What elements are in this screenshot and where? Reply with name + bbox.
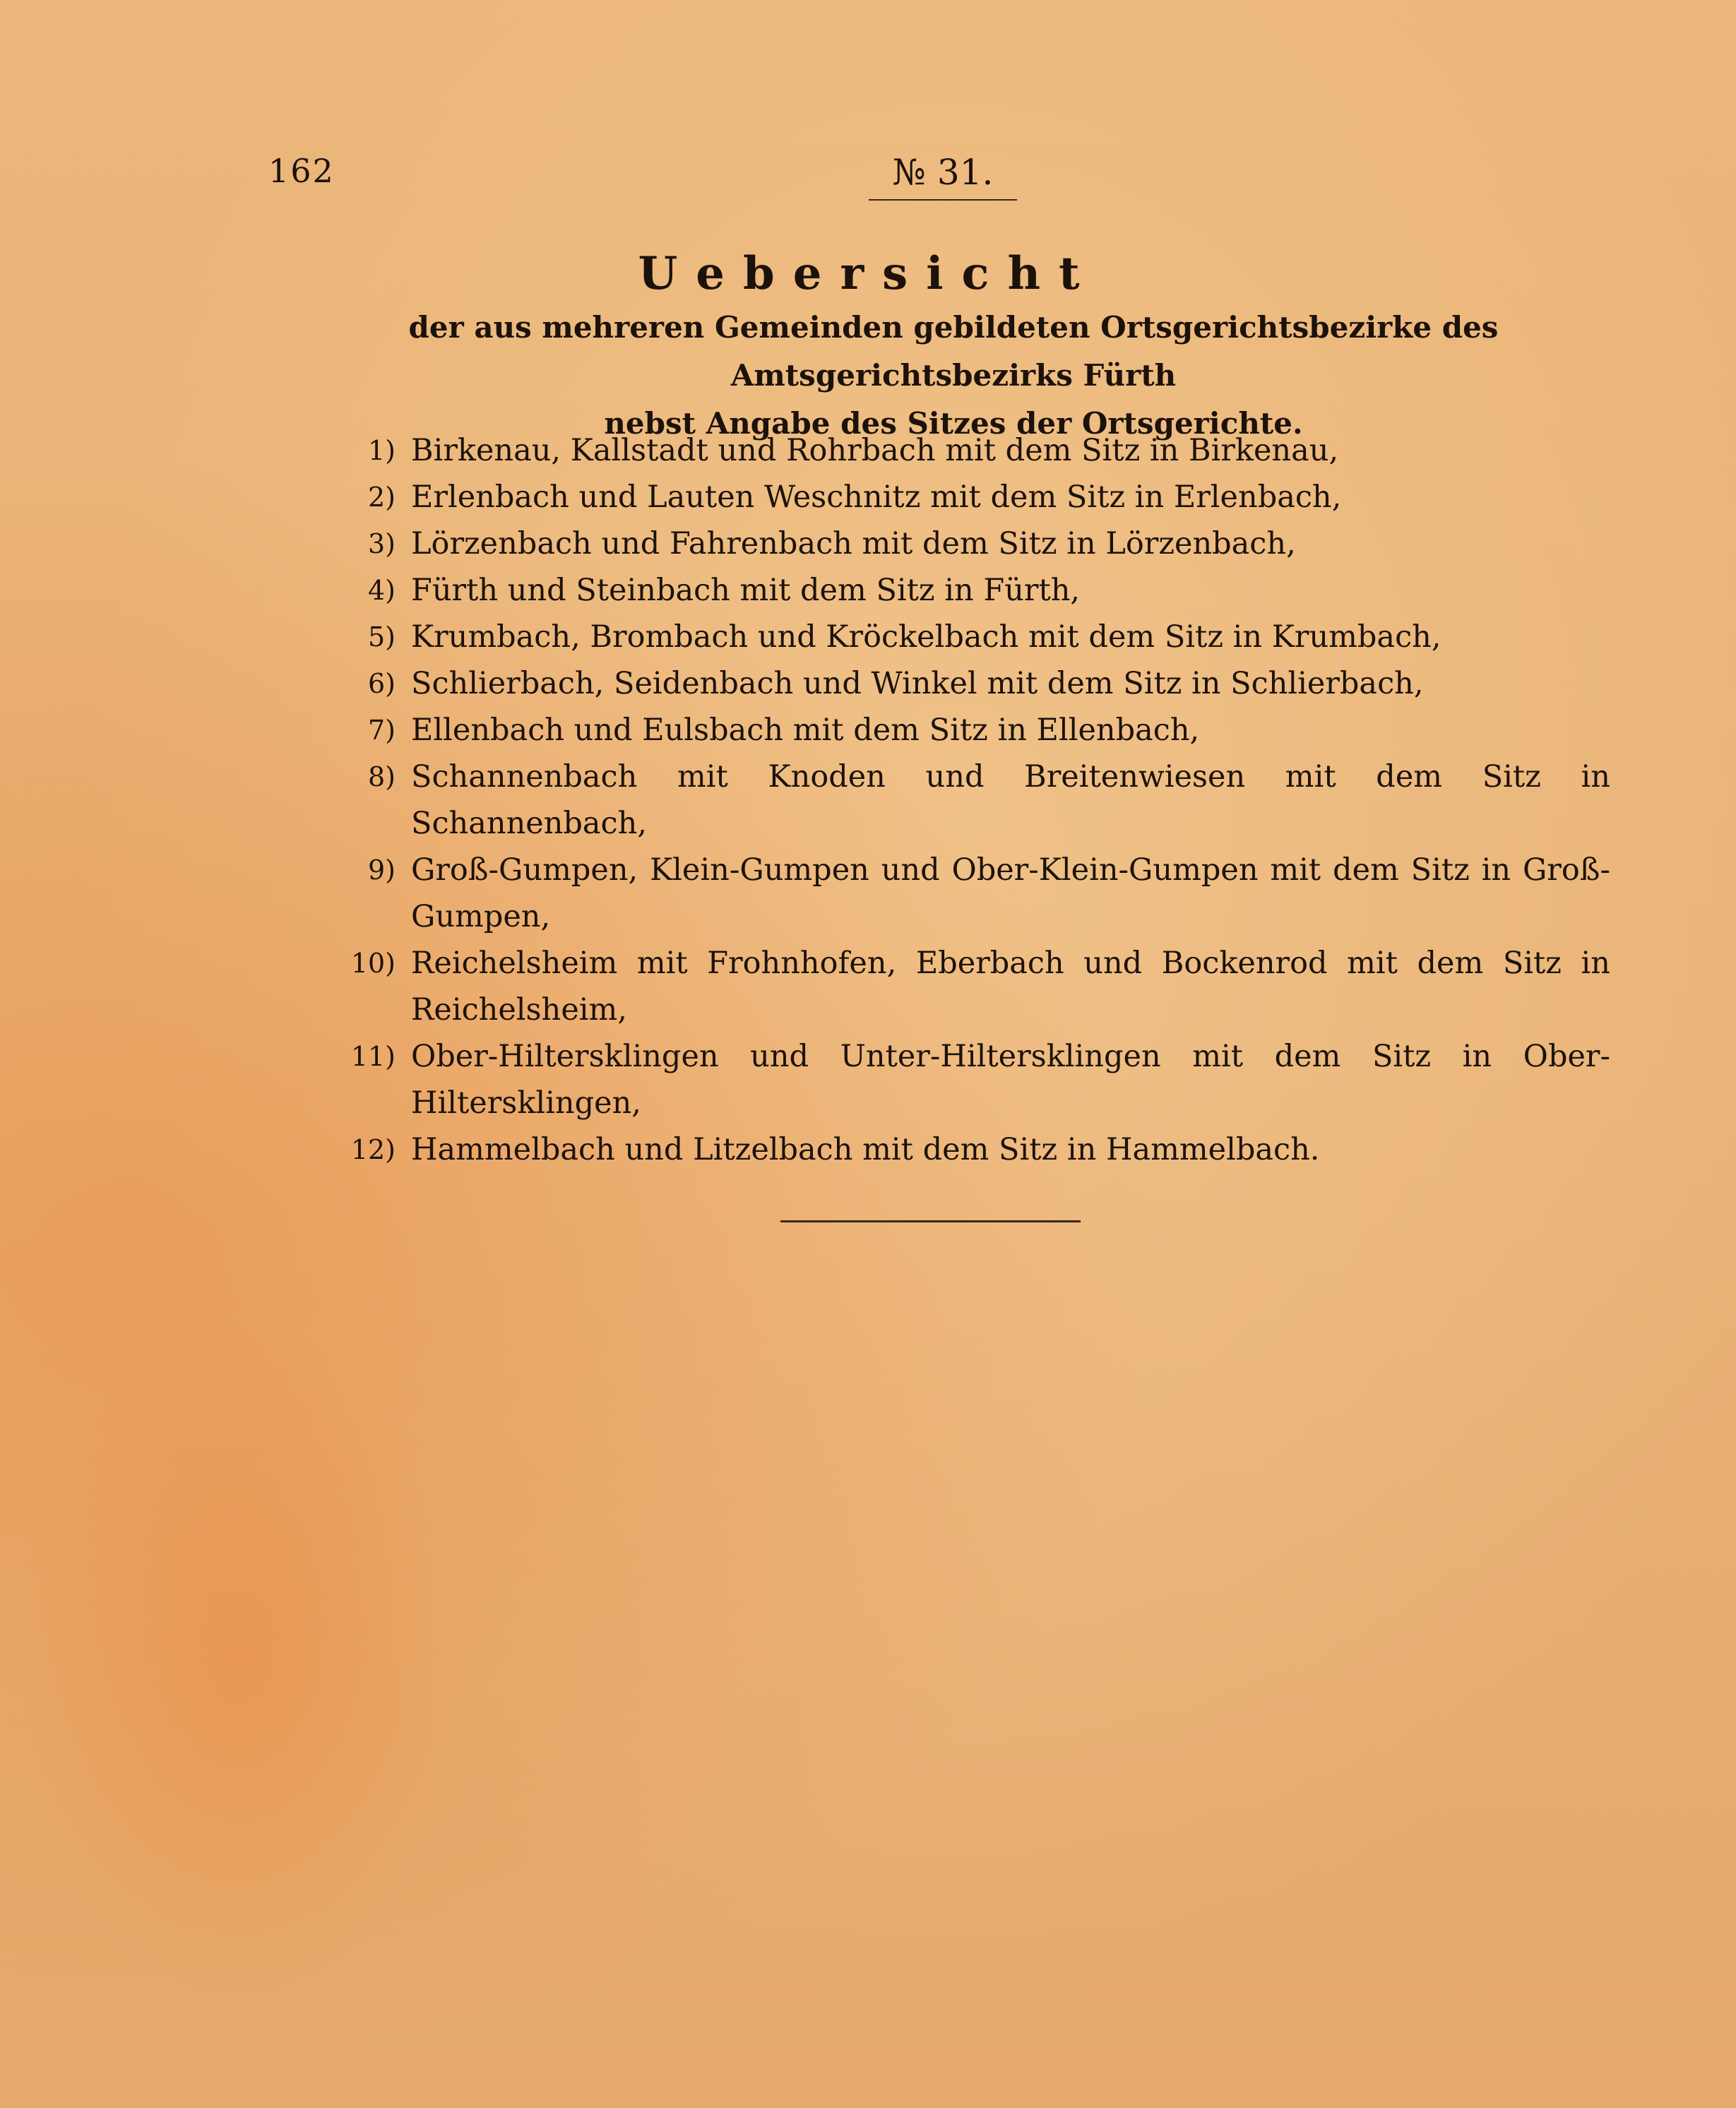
subtitle-line: der aus mehreren Gemeinden gebildeten Ortsgerichtsbezirke des Amtsgerichtsbezirks Fürth (408, 310, 1499, 393)
list-item (325, 1033, 1610, 1126)
list-item (325, 474, 1610, 520)
list-item-text: Ober-Hiltersklingen und Unter-Hiltersklingen mit dem Sitz in Ober-Hiltersklingen, (411, 1039, 1610, 1121)
list-item-number: 8) (367, 761, 396, 792)
list-item (325, 1126, 1610, 1173)
list-item-text: Reichelsheim mit Frohnhofen, Eberbach und Bockenrod mit dem Sitz in Reichelsheim, (411, 946, 1610, 1028)
list-item-number: 3) (367, 528, 396, 559)
list-item-text: Birkenau, Kallstadt und Rohrbach mit dem Sitz in Birkenau, (411, 433, 1339, 468)
issue-number: № 31. (892, 152, 994, 193)
list-item-number: 11) (350, 1041, 396, 1072)
document-subtitle (297, 304, 1610, 448)
list-item-number: 7) (367, 715, 396, 746)
list-item (325, 660, 1610, 707)
list-item (325, 707, 1610, 754)
closing-divider (780, 1220, 1081, 1222)
list-item-number: 12) (350, 1134, 396, 1165)
list-item-number: 10) (350, 948, 396, 979)
list-item-number: 2) (367, 482, 396, 513)
list-item-number: 4) (367, 575, 396, 606)
list-item (325, 520, 1610, 567)
list-item (325, 940, 1610, 1033)
list-item-text: Krumbach, Brombach und Kröckelbach mit dem Sitz in Krumbach, (411, 619, 1441, 655)
document-title: Uebersicht (638, 247, 1098, 300)
list-item-text: Ellenbach und Eulsbach mit dem Sitz in Ellenbach, (411, 713, 1200, 748)
list-item-text: Lörzenbach und Fahrenbach mit dem Sitz in Lörzenbach, (411, 526, 1296, 561)
list-item (325, 847, 1610, 940)
list-item (325, 754, 1610, 847)
district-list (325, 427, 1610, 1173)
list-item-text: Schannenbach mit Knoden und Breitenwiesen mit dem Sitz in Schannenbach, (411, 759, 1610, 841)
list-item-number: 5) (367, 621, 396, 653)
list-item-text: Fürth und Steinbach mit dem Sitz in Fürth, (411, 573, 1081, 608)
list-item (325, 614, 1610, 660)
list-item-text: Schlierbach, Seidenbach und Winkel mit dem Sitz in Schlierbach, (411, 666, 1424, 701)
list-item-text: Erlenbach und Lauten Weschnitz mit dem Sitz in Erlenbach, (411, 480, 1342, 515)
paper-stain (21, 1314, 459, 2006)
list-item (325, 427, 1610, 474)
list-item (325, 567, 1610, 614)
page-number: 162 (268, 152, 335, 190)
issue-underline (869, 199, 1017, 201)
list-item-number: 6) (367, 668, 396, 699)
list-item-text: Groß-Gumpen, Klein-Gumpen und Ober-Klein-Gumpen mit dem Sitz in Groß-Gumpen, (411, 852, 1610, 934)
list-item-number: 1) (367, 435, 396, 466)
subtitle-line: nebst Angabe des Sitzes der Ortsgerichte. (604, 406, 1303, 441)
list-item-text: Hammelbach und Litzelbach mit dem Sitz in Hammelbach. (411, 1132, 1320, 1167)
list-item-number: 9) (367, 854, 396, 886)
